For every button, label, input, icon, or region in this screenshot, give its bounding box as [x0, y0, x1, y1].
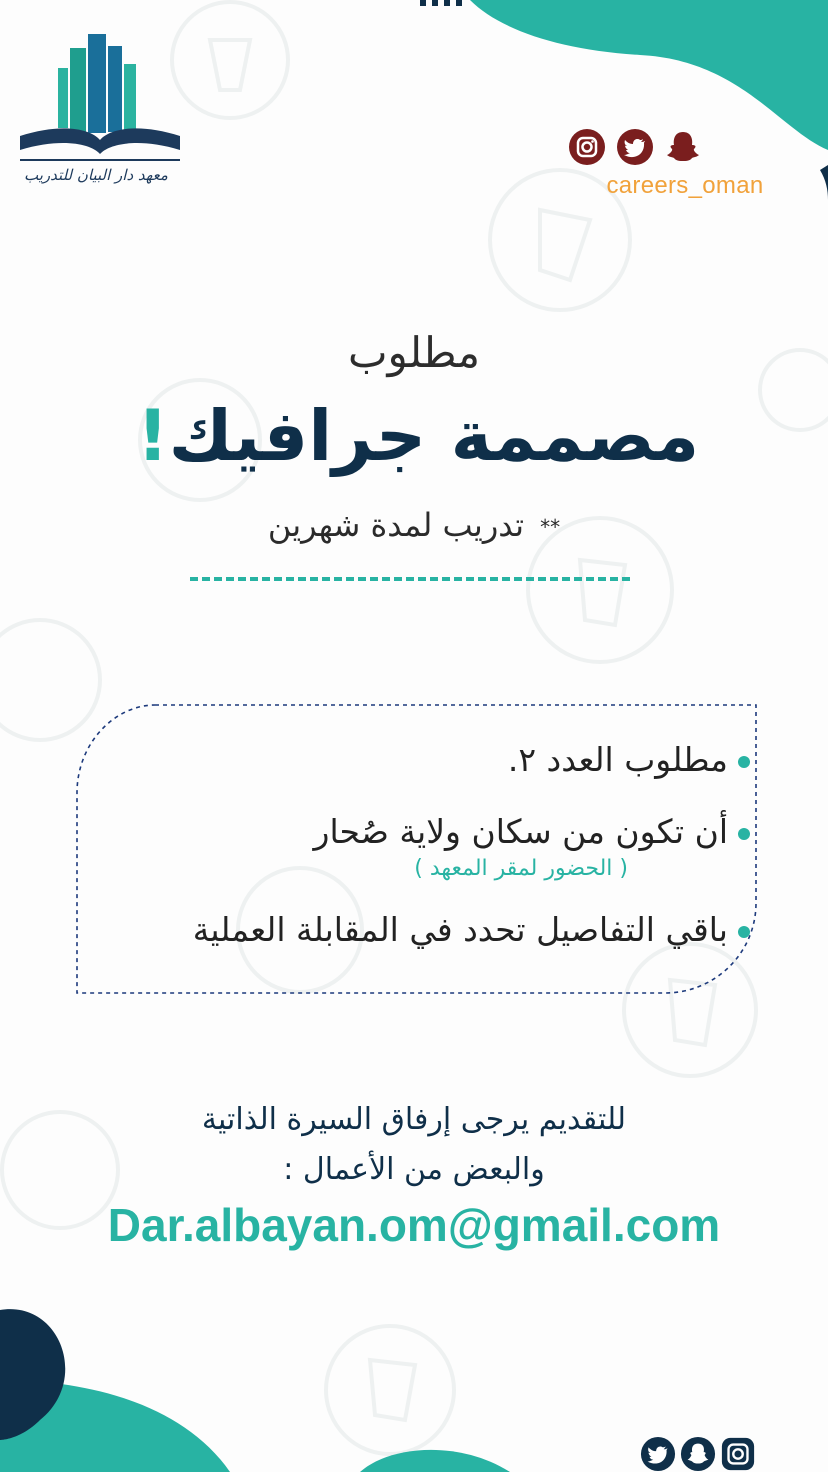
duration-text: تدريب لمدة شهرين [267, 506, 524, 544]
requirement-note: ( الحضور لمقر المعهد ) [414, 856, 628, 881]
apply-line-1: للتقديم يرجى إرفاق السيرة الذاتية [201, 1102, 627, 1137]
bottom-social-icons [640, 1436, 756, 1472]
headline-title-text: مصممة جرافيك [168, 395, 700, 477]
instagram-icon[interactable] [720, 1436, 756, 1472]
social-handle[interactable]: careers_oman [606, 172, 764, 199]
snapchat-icon[interactable] [664, 128, 702, 166]
requirement-item [508, 740, 750, 779]
snapchat-icon[interactable] [680, 1436, 716, 1472]
exclamation-mark: ! [136, 395, 169, 477]
headline-sub: مطلوب [347, 328, 481, 377]
bullet-icon [738, 756, 750, 768]
bullet-icon [738, 926, 750, 938]
email-link[interactable]: Dar.albayan.om@gmail.com [107, 1199, 721, 1251]
requirement-item [314, 812, 750, 851]
logo-text: معهد دار البيان للتدريب [24, 166, 168, 184]
instagram-icon[interactable] [568, 128, 606, 166]
requirement-item [193, 910, 750, 949]
apply-line-2: والبعض من الأعمال : [283, 1152, 545, 1187]
headline-title [0, 395, 828, 477]
social-icons [568, 128, 702, 166]
twitter-icon[interactable] [640, 1436, 676, 1472]
duration-stars: ** [540, 515, 561, 539]
dashed-divider [190, 577, 630, 581]
requirement-text: مطلوب العدد ٢. [507, 740, 728, 779]
bullet-icon [738, 828, 750, 840]
requirement-text: باقي التفاصيل تحدد في المقابلة العملية [192, 910, 728, 949]
requirement-text: أن تكون من سكان ولاية صُحار [313, 812, 728, 851]
headline-duration [0, 506, 828, 544]
social-block [600, 128, 770, 208]
twitter-icon[interactable] [616, 128, 654, 166]
